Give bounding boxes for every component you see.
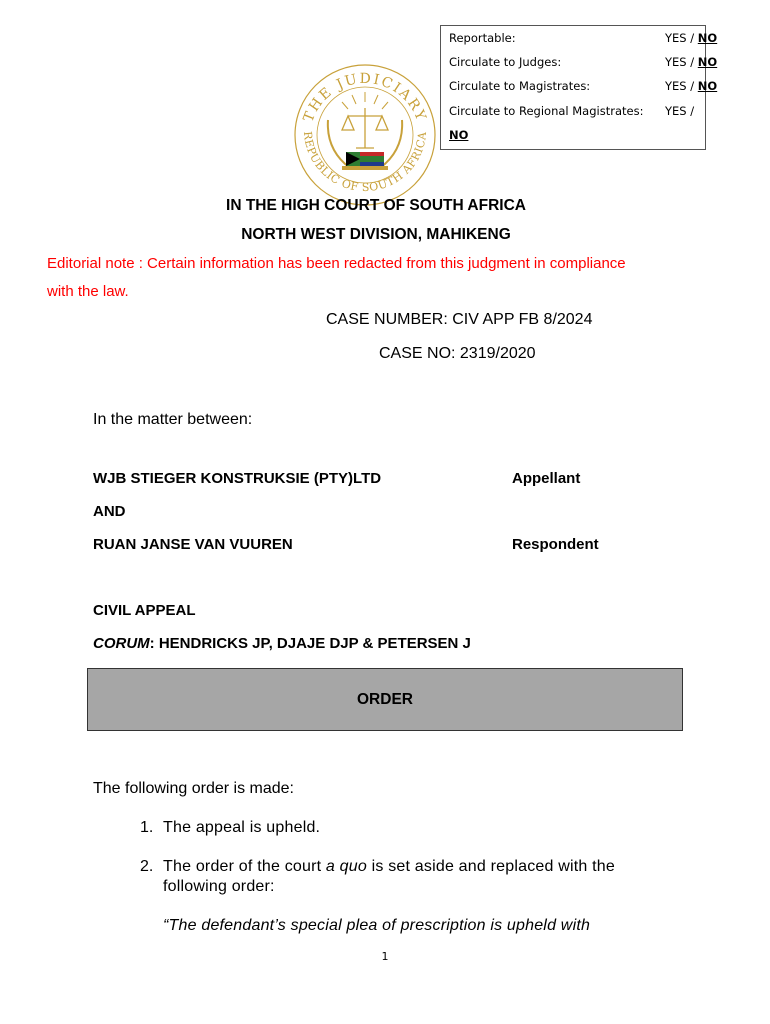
reportable-yes: YES / NO — [665, 31, 718, 45]
order-item-1-number: 1. — [140, 819, 154, 836]
svg-text:THE JUDICIARY: THE JUDICIARY — [300, 70, 430, 125]
corum-line — [93, 635, 471, 652]
circulate-regional-label: Circulate to Regional Magistrates: — [449, 104, 644, 118]
appellant-role: Appellant — [512, 470, 581, 487]
svg-text:REPUBLIC OF SOUTH AFRICA: REPUBLIC OF SOUTH AFRICA — [300, 130, 430, 195]
reportable-box — [440, 25, 718, 150]
circulate-judges-no: NO — [697, 55, 718, 69]
order-heading-box — [87, 668, 683, 731]
circulate-magistrates-no: NO — [697, 79, 718, 93]
respondent-role: Respondent — [512, 536, 599, 553]
matter-intro: In the matter between: — [93, 411, 253, 428]
order-quote: “The defendant’s special plea of prescription is upheld with — [163, 917, 591, 934]
order-item-2-text: The order of the court a quo is set aside and replaced with the — [163, 858, 615, 875]
court-heading: IN THE HIGH COURT OF SOUTH AFRICA — [226, 197, 526, 214]
corum-label: CORUM — [93, 635, 150, 652]
order-item-1-text: The appeal is upheld. — [163, 819, 321, 836]
circulate-regional-no: NO — [449, 128, 469, 142]
editorial-note-line2: with the law. — [47, 283, 129, 300]
appellant-name: WJB STIEGER KONSTRUKSIE (PTY)LTD — [93, 470, 382, 487]
order-item-2-number: 2. — [140, 858, 154, 875]
reportable-no: NO — [697, 31, 718, 45]
reportable-label: Reportable: — [449, 31, 516, 45]
corum-judges: : HENDRICKS JP, DJAJE DJP & PETERSEN J — [149, 635, 471, 652]
order-intro: The following order is made: — [93, 780, 294, 797]
editorial-note-line1: Editorial note : Certain information has been redacted from this judgment in compliance — [47, 255, 626, 272]
circulate-magistrates-label: Circulate to Magistrates: — [449, 79, 591, 93]
circulate-regional-yes: YES / — [665, 104, 695, 118]
judiciary-seal-logo — [290, 60, 440, 210]
circulate-judges-label: Circulate to Judges: — [449, 55, 562, 69]
circulate-judges-yes: YES / NO — [665, 55, 718, 69]
order-item-2-text-line2: following order: — [163, 878, 275, 895]
case-no: CASE NO: 2319/2020 — [379, 345, 536, 362]
order-heading: ORDER — [357, 690, 413, 708]
case-number: CASE NUMBER: CIV APP FB 8/2024 — [326, 311, 593, 328]
respondent-name: RUAN JANSE VAN VUUREN — [93, 536, 293, 553]
division-heading: NORTH WEST DIVISION, MAHIKENG — [241, 226, 511, 243]
page-number: 1 — [381, 950, 389, 963]
appeal-type: CIVIL APPEAL — [93, 602, 196, 619]
circulate-magistrates-yes: YES / NO — [665, 79, 718, 93]
and-separator: AND — [93, 503, 126, 520]
